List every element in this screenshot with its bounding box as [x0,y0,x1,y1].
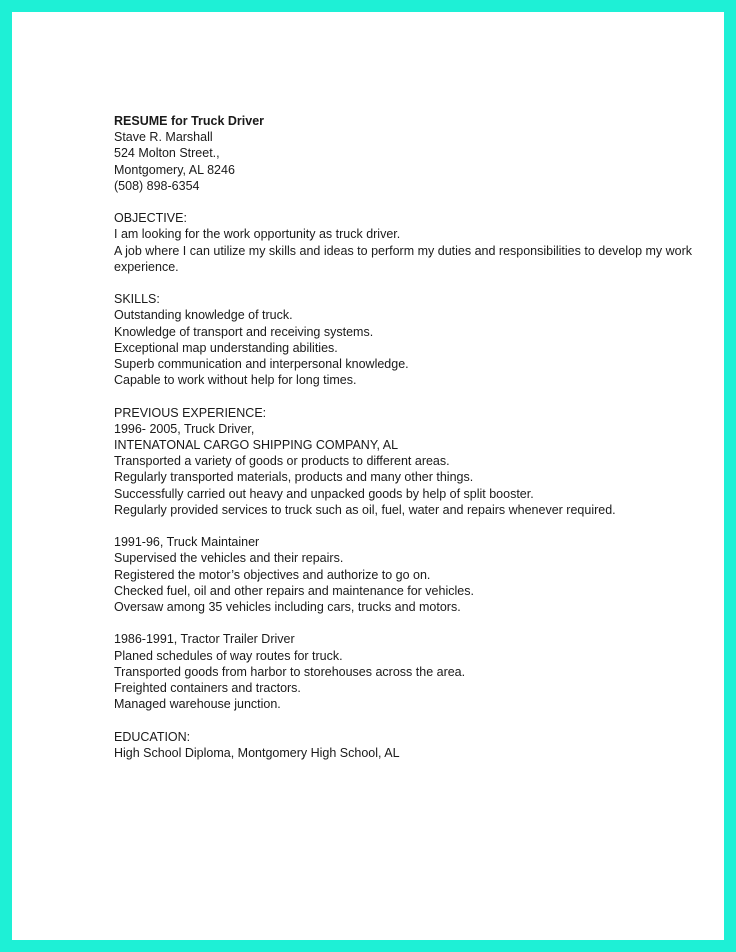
address-city: Montgomery, AL 8246 [114,162,235,177]
header-section [114,113,694,194]
spacer [114,712,694,728]
spacer [114,275,694,291]
job-duty: Freighted containers and tractors. [114,681,301,696]
job-company: INTENATONAL CARGO SHIPPING COMPANY, AL [114,438,399,453]
resume-document [114,113,694,761]
job-duty: Regularly provided services to truck such as oil, fuel, water and repairs whenever required. [114,502,616,517]
job-entry [114,631,694,712]
resume-title: RESUME for Truck Driver [114,114,265,128]
spacer [114,388,694,404]
job-duty: Registered the motor’s objectives and authorize to go on. [114,567,431,582]
skill-item: Outstanding knowledge of truck. [114,308,293,323]
spacer [114,518,694,534]
job-duty: Planed schedules of way routes for truck. [114,648,343,663]
objective-heading: OBJECTIVE: [114,211,187,226]
skills-heading: SKILLS: [114,292,160,307]
job-duty: Oversaw among 35 vehicles including cars, trucks and motors. [114,600,461,615]
objective-line: I am looking for the work opportunity as truck driver. [114,227,401,242]
job-duty: Managed warehouse junction. [114,697,281,712]
job-duty: Checked fuel, oil and other repairs and maintenance for vehicles. [114,583,474,598]
skills-section [114,291,694,388]
spacer [114,194,694,210]
job-duty: Transported a variety of goods or products to different areas. [114,454,450,469]
experience-section [114,405,694,713]
objective-line: A job where I can utilize my skills and ideas to perform my duties and responsibilities to develop my work experience. [114,243,693,274]
objective-section [114,210,694,275]
education-section [114,729,694,761]
skill-item: Superb communication and interpersonal knowledge. [114,357,409,372]
job-duty: Supervised the vehicles and their repairs. [114,551,344,566]
job-duty: Transported goods from harbor to storehouses across the area. [114,664,466,679]
job-period-title: 1986-1991, Tractor Trailer Driver [114,632,295,647]
phone-number: (508) 898-6354 [114,178,200,193]
experience-heading: PREVIOUS EXPERIENCE: [114,405,267,420]
job-entry [114,421,694,518]
spacer [114,615,694,631]
education-heading: EDUCATION: [114,729,191,744]
skill-item: Exceptional map understanding abilities. [114,340,338,355]
candidate-name: Stave R. Marshall [114,130,213,145]
job-period-title: 1996- 2005, Truck Driver, [114,421,255,436]
skill-item: Knowledge of transport and receiving systems. [114,324,374,339]
job-period-title: 1991-96, Truck Maintainer [114,535,260,550]
job-duty: Successfully carried out heavy and unpacked goods by help of split booster. [114,486,534,501]
address-street: 524 Molton Street., [114,146,220,161]
job-duty: Regularly transported materials, products and many other things. [114,470,474,485]
job-entry [114,534,694,615]
skill-item: Capable to work without help for long times. [114,373,357,388]
education-item: High School Diploma, Montgomery High School, AL [114,745,400,760]
